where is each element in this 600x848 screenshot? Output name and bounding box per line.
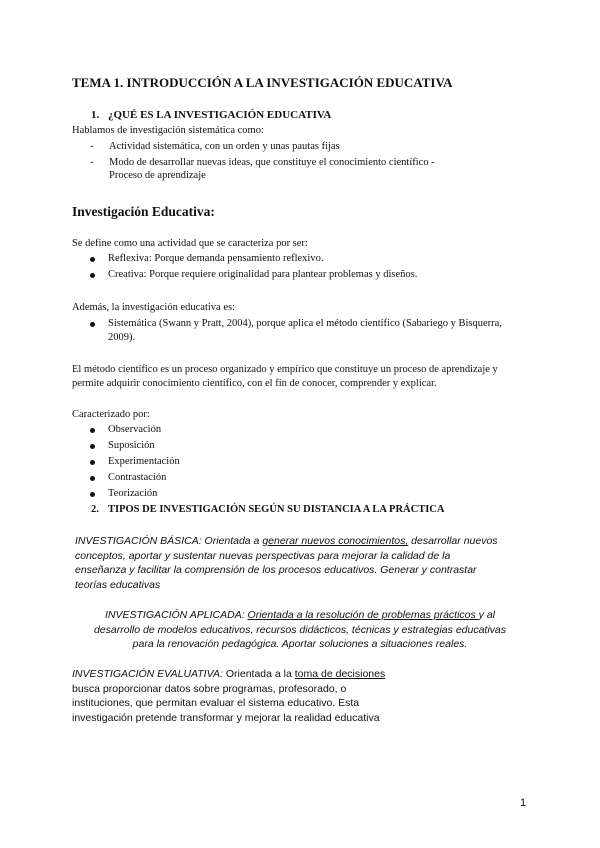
caract-label: Caracterizado por:	[72, 409, 150, 420]
page-title: TEMA 1. INTRODUCCIÓN A LA INVESTIGACIÓN EDUCATIVA	[72, 75, 453, 90]
page-number: 1	[520, 797, 527, 809]
basica-line-2: conceptos, aportar y sustentar nuevas perspectivas para mejorar la calidad de la	[75, 549, 451, 562]
section-1-intro: Hablamos de investigación sistemática como:	[72, 125, 264, 136]
section-2-heading	[91, 504, 444, 515]
evaluativa-line-4: investigación pretende transformar y mejorar la realidad educativa	[72, 711, 380, 724]
aplicada-line-3: para la renovación pedagógica. Aportar soluciones a situaciones reales.	[132, 638, 468, 650]
evaluativa-underlined: toma de decisiones	[294, 668, 386, 680]
section-1-title: ¿QUÉ ES LA INVESTIGACIÓN EDUCATIVA	[108, 109, 332, 121]
bullet-icon	[90, 428, 95, 433]
section-2-title: TIPOS DE INVESTIGACIÓN SEGÚN SU DISTANCIA A LA PRÁCTICA	[108, 504, 445, 515]
bullet-icon	[90, 460, 95, 465]
document-page: TEMA 1. INTRODUCCIÓN A LA INVESTIGACIÓN EDUCATIVA 1. ¿QUÉ ES LA INVESTIGACIÓN EDUCATIVA Hablamos de investigación sistemática como: - Actividad sistemática, con un orden y unas pautas fijas - Modo de desarrollar nuevas ideas, que constituye el conocimiento científico - Proceso de aprendizaje Investigación Educativa: Se define como una actividad que se caracteriza por ser: Reflexiva: Porque demanda pensamiento reflexivo. Creativa: Porque requiere originalidad para plantear problemas y diseños. Además, la investigación educativa es: Sistemática (Swann y Pratt, 2004), porque aplica el método científico (Sabariego y Bisquerra, 2009). El método científico es un proceso organizado y empírico que constituye un proceso de aprendizaje y permite adquirir conocimiento científico, con el fin de conocer, comprender y explicar. Caracterizado por: Observación Suposición Experimentación Contrastación Teorización 2. TIPOS DE INVESTIGACIÓN SEGÚN SU DISTANCIA A LA PRÁCTICA INVESTIGACIÓN BÁSICA: Orientada a generar nuevos conocimientos, desarrollar nuevos conceptos, aportar y sustentar nuevas perspectivas para mejorar la calidad de la enseñanza y facilitar la comprensión de los procesos educativos. Generar y contrastar teorías educativas INVESTIGACIÓN APLICADA: Orientada a la resolución de problemas prácticos y al desarrollo de modelos educativos, recursos didácticos, técnicas y estrategias educativas para la renovación pedagógica. Aportar soluciones a situaciones reales. INVESTIGACIÓN EVALUATIVA: Orientada a la toma de decisiones busca proporcionar datos sobre programas, profesorado, o instituciones, que permitan evaluar el sistema educativo. Esta investigación pretende transformar y mejorar la realidad educativa 1	[72, 75, 527, 809]
section-2-number: 2.	[91, 504, 99, 515]
aplicada-block	[72, 608, 528, 652]
aplicada-underlined: Orientada a la resolución de problemas prácticos	[247, 609, 479, 621]
evaluativa-line-2: busca proporcionar datos sobre programas, profesorado, o	[72, 682, 347, 695]
aplicada-line-1: INVESTIGACIÓN APLICADA: Orientada a la resolución de problemas prácticos y al	[104, 609, 496, 621]
bullet-icon	[90, 492, 95, 497]
evaluativa-line-3: instituciones, que permitan evaluar el sistema educativo. Esta	[72, 697, 360, 709]
aplicada-line-2: desarrollo de modelos educativos, recursos didácticos, técnicas y estrategias educativas	[93, 623, 507, 636]
list-item-continuation: 2009).	[108, 332, 136, 343]
dash-marker: -	[90, 157, 94, 168]
bullet-icon	[90, 273, 95, 278]
bullet-icon	[90, 444, 95, 449]
section-1-heading	[91, 109, 331, 121]
method-line-1: El método científico es un proceso organizado y empírico que constituye un proceso de aprendizaje y	[72, 364, 498, 375]
basica-block	[75, 534, 498, 592]
method-line-2: permite adquirir conocimiento científico, con el fin de conocer, comprender y explicar.	[72, 378, 437, 389]
dash-marker: -	[90, 141, 94, 152]
evaluativa-block	[72, 667, 385, 725]
bullet-icon	[90, 476, 95, 481]
bullet-icon	[90, 257, 95, 262]
evaluativa-line-1: INVESTIGACIÓN EVALUATIVA: Orientada a la toma de decisiones	[72, 668, 386, 680]
basica-line-1: INVESTIGACIÓN BÁSICA: Orientada a generar nuevos conocimientos, desarrollar nuevos	[75, 535, 498, 547]
section-1-number: 1.	[91, 109, 100, 121]
basica-underlined: generar nuevos conocimientos,	[262, 535, 409, 547]
edu-heading: Investigación Educativa:	[72, 204, 215, 219]
basica-line-3: enseñanza y facilitar la comprensión de los procesos educativos. Generar y contrastar	[75, 564, 477, 576]
edu-define: Se define como una actividad que se caracteriza por ser:	[72, 238, 308, 249]
basica-line-4: teorías educativas	[75, 578, 161, 591]
edu-ademas: Además, la investigación educativa es:	[72, 302, 235, 313]
bullet-icon	[90, 322, 95, 327]
